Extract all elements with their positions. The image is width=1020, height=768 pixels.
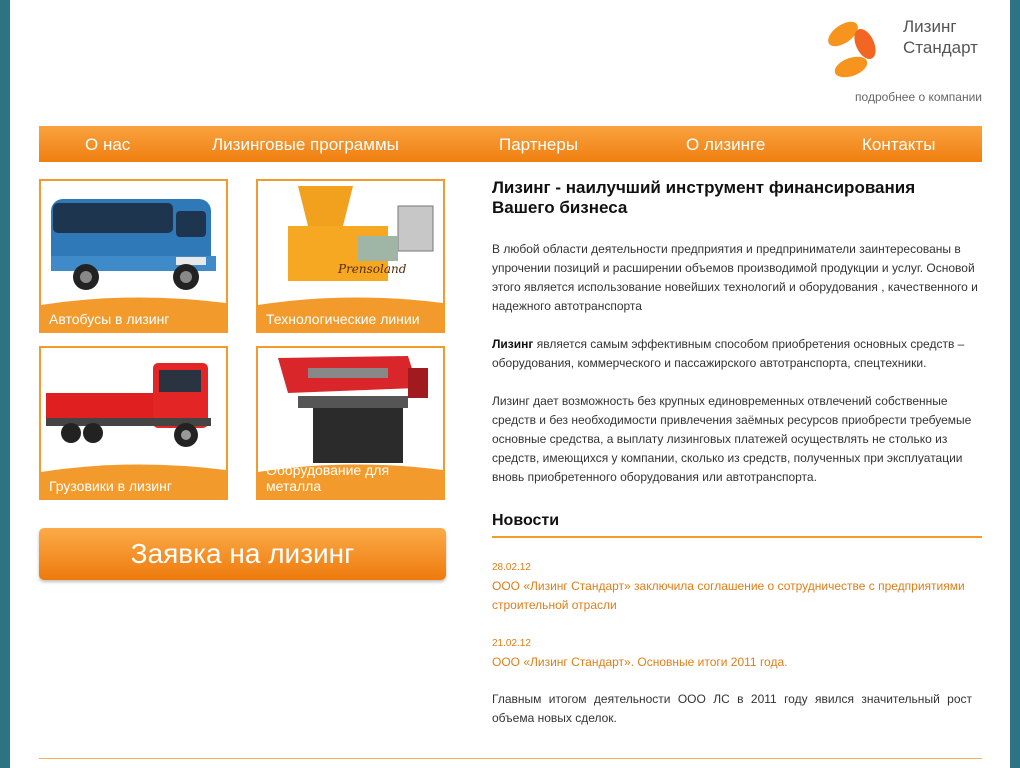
news-summary: Главным итогом деятельности ООО ЛС в 2011 году явился значительный рост объема новых сделок. xyxy=(492,692,972,725)
tile-caption: Грузовики в лизинг xyxy=(49,478,172,494)
tile-caption: Технологические линии xyxy=(266,311,420,327)
brand-line-2: Стандарт xyxy=(903,38,978,57)
svg-text:Prensoland: Prensoland xyxy=(338,262,407,276)
nav-about[interactable]: О нас xyxy=(85,135,131,154)
nav-about-leasing[interactable]: О лизинге xyxy=(686,135,766,154)
news-date: 21.02.12 xyxy=(492,638,531,649)
news-link[interactable]: ООО «Лизинг Стандарт» заключила соглашение о сотрудничестве с предприятиями строительной отрасли xyxy=(492,579,965,612)
saw-machine-image xyxy=(258,348,443,466)
page xyxy=(10,0,1010,768)
leasing-paragraph xyxy=(492,335,982,373)
company-logo[interactable] xyxy=(825,12,885,82)
machine-image xyxy=(258,181,443,299)
nav-partners[interactable]: Партнеры xyxy=(499,135,579,154)
intro-paragraph: В любой области деятельности предприятия и предприниматели заинтересованы в упрочении позиций и расширении объемов производимой продукции и услуг. Основой этого является использование новейших технологий и оборудования , качественного и надежного автотранспорта xyxy=(492,242,978,313)
main-content xyxy=(492,178,982,487)
news-date: 28.02.12 xyxy=(492,562,531,573)
brand-line-1: Лизинг xyxy=(903,17,957,36)
about-company-link[interactable]: подробнее о компании xyxy=(855,90,982,104)
news-link[interactable]: ООО «Лизинг Стандарт». Основные итоги 2011 года. xyxy=(492,655,788,669)
bus-image xyxy=(41,181,226,299)
leasing-bold-word: Лизинг xyxy=(492,337,534,351)
tile-metal-equipment[interactable] xyxy=(256,346,445,500)
footer-divider xyxy=(39,758,982,759)
tile-trucks[interactable] xyxy=(39,346,228,500)
tile-caption: Оборудование для металла xyxy=(266,462,390,494)
brand-name xyxy=(903,16,978,58)
tile-caption: Автобусы в лизинг xyxy=(49,311,170,327)
benefits-paragraph: Лизинг дает возможность без крупных единовременных отвлечений собственные средств и без необходимости привлечения заёмных ресурсов приобрести требуемые основные средства, а выплату лизинговых платежей осуществлять не столько из средств, имеющихся у компании, сколько из средств, полученных при эксплуатации вновь приобретенного оборудования или автотранспорта. xyxy=(492,394,972,484)
news-heading: Новости xyxy=(492,512,982,538)
nav-leasing-programs[interactable]: Лизинговые программы xyxy=(212,135,399,154)
page-title: Лизинг - наилучший инструмент финансирования Вашего бизнеса xyxy=(492,178,916,217)
tile-buses[interactable] xyxy=(39,179,228,333)
leasing-request-button[interactable]: Заявка на лизинг xyxy=(39,528,446,580)
tile-tech-lines[interactable] xyxy=(256,179,445,333)
truck-image xyxy=(41,348,226,466)
leasing-paragraph-text: является самым эффективным способом приобретения основных средств – оборудования, коммерческого и пассажирского автотранспорта, спецтехники. xyxy=(492,337,965,370)
nav-contacts[interactable]: Контакты xyxy=(862,135,936,154)
main-nav xyxy=(39,126,982,162)
